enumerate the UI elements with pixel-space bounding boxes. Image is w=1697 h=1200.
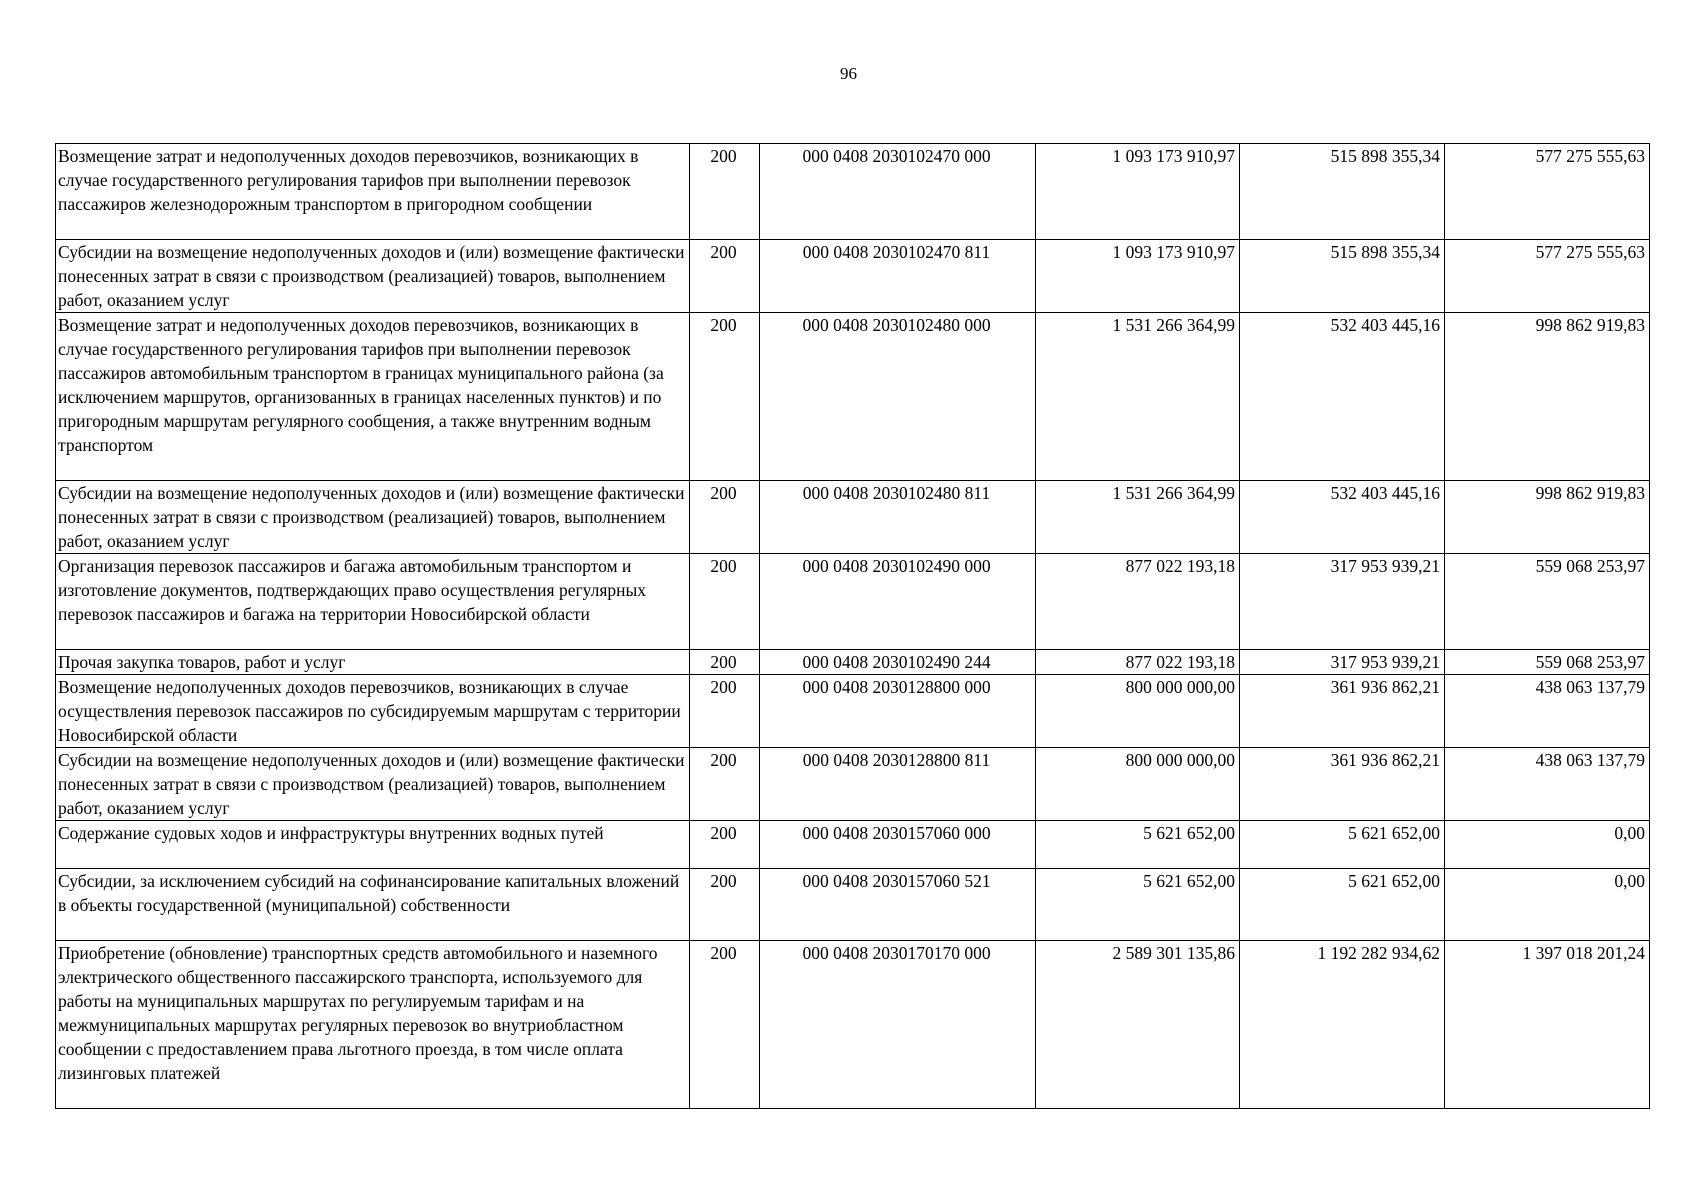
row-admin-code: 200 — [690, 313, 760, 481]
row-remaining-amount: 0,00 — [1445, 869, 1650, 941]
row-admin-code: 200 — [690, 650, 760, 675]
row-approved-amount: 1 093 173 910,97 — [1036, 144, 1240, 240]
page-number: 96 — [840, 64, 857, 83]
row-name: Прочая закупка товаров, работ и услуг — [56, 650, 690, 675]
table-row — [56, 941, 1650, 1109]
table-row — [56, 650, 1650, 675]
row-budget-code: 000 0408 2030157060 000 — [760, 821, 1036, 869]
row-executed-amount: 361 936 862,21 — [1240, 748, 1445, 821]
row-budget-code: 000 0408 2030102490 000 — [760, 554, 1036, 650]
row-remaining-amount: 438 063 137,79 — [1445, 748, 1650, 821]
row-approved-amount: 5 621 652,00 — [1036, 869, 1240, 941]
table-row — [56, 481, 1650, 554]
row-budget-code: 000 0408 2030157060 521 — [760, 869, 1036, 941]
row-executed-amount: 515 898 355,34 — [1240, 144, 1445, 240]
table-row — [56, 869, 1650, 941]
row-name: Субсидии, за исключением субсидий на софинансирование капитальных вложений в объекты государственной (муниципальной) собственности — [56, 869, 690, 941]
row-name: Субсидии на возмещение недополученных доходов и (или) возмещение фактически понесенных затрат в связи с производством (реализацией) товаров, выполнением работ, оказанием услуг — [56, 240, 690, 313]
row-executed-amount: 317 953 939,21 — [1240, 650, 1445, 675]
row-admin-code: 200 — [690, 941, 760, 1109]
row-executed-amount: 361 936 862,21 — [1240, 675, 1445, 748]
row-budget-code: 000 0408 2030102480 000 — [760, 313, 1036, 481]
row-name: Возмещение затрат и недополученных доходов перевозчиков, возникающих в случае государственного регулирования тарифов при выполнении перевозок пассажиров железнодорожным транспортом в пригородном сообщении — [56, 144, 690, 240]
row-budget-code: 000 0408 2030170170 000 — [760, 941, 1036, 1109]
row-approved-amount: 2 589 301 135,86 — [1036, 941, 1240, 1109]
row-executed-amount: 5 621 652,00 — [1240, 821, 1445, 869]
table-row — [56, 821, 1650, 869]
row-remaining-amount: 559 068 253,97 — [1445, 554, 1650, 650]
row-executed-amount: 5 621 652,00 — [1240, 869, 1445, 941]
row-admin-code: 200 — [690, 481, 760, 554]
table-row — [56, 748, 1650, 821]
row-admin-code: 200 — [690, 869, 760, 941]
row-remaining-amount: 577 275 555,63 — [1445, 144, 1650, 240]
row-approved-amount: 5 621 652,00 — [1036, 821, 1240, 869]
row-remaining-amount: 998 862 919,83 — [1445, 313, 1650, 481]
row-approved-amount: 800 000 000,00 — [1036, 748, 1240, 821]
row-approved-amount: 877 022 193,18 — [1036, 554, 1240, 650]
row-budget-code: 000 0408 2030128800 811 — [760, 748, 1036, 821]
row-name: Возмещение недополученных доходов перевозчиков, возникающих в случае осуществления перевозок пассажиров по субсидируемым маршрутам с территории Новосибирской области — [56, 675, 690, 748]
row-name: Приобретение (обновление) транспортных средств автомобильного и наземного электрического общественного пассажирского транспорта, используемого для работы на муниципальных маршрутах по регулируемым тарифам и на межмуниципальных маршрутах регулярных перевозок во внутриобластном сообщении с предоставлением права льготного проезда, в том числе оплата лизинговых платежей — [56, 941, 690, 1109]
row-admin-code: 200 — [690, 675, 760, 748]
row-admin-code: 200 — [690, 144, 760, 240]
row-name: Субсидии на возмещение недополученных доходов и (или) возмещение фактически понесенных затрат в связи с производством (реализацией) товаров, выполнением работ, оказанием услуг — [56, 481, 690, 554]
row-approved-amount: 1 531 266 364,99 — [1036, 313, 1240, 481]
row-budget-code: 000 0408 2030102470 000 — [760, 144, 1036, 240]
row-approved-amount: 877 022 193,18 — [1036, 650, 1240, 675]
table-row — [56, 313, 1650, 481]
row-name: Содержание судовых ходов и инфраструктуры внутренних водных путей — [56, 821, 690, 869]
row-approved-amount: 1 093 173 910,97 — [1036, 240, 1240, 313]
row-admin-code: 200 — [690, 240, 760, 313]
row-executed-amount: 532 403 445,16 — [1240, 481, 1445, 554]
row-budget-code: 000 0408 2030102470 811 — [760, 240, 1036, 313]
row-executed-amount: 532 403 445,16 — [1240, 313, 1445, 481]
row-remaining-amount: 998 862 919,83 — [1445, 481, 1650, 554]
row-remaining-amount: 1 397 018 201,24 — [1445, 941, 1650, 1109]
row-remaining-amount: 559 068 253,97 — [1445, 650, 1650, 675]
row-name: Субсидии на возмещение недополученных доходов и (или) возмещение фактически понесенных затрат в связи с производством (реализацией) товаров, выполнением работ, оказанием услуг — [56, 748, 690, 821]
row-admin-code: 200 — [690, 554, 760, 650]
row-admin-code: 200 — [690, 821, 760, 869]
row-remaining-amount: 438 063 137,79 — [1445, 675, 1650, 748]
row-budget-code: 000 0408 2030102480 811 — [760, 481, 1036, 554]
row-executed-amount: 1 192 282 934,62 — [1240, 941, 1445, 1109]
row-name: Организация перевозок пассажиров и багажа автомобильным транспортом и изготовление документов, подтверждающих право осуществления регулярных перевозок пассажиров и багажа на территории Новосибирской области — [56, 554, 690, 650]
table-row — [56, 144, 1650, 240]
row-approved-amount: 800 000 000,00 — [1036, 675, 1240, 748]
table-row — [56, 554, 1650, 650]
row-admin-code: 200 — [690, 748, 760, 821]
table-row — [56, 675, 1650, 748]
table-row — [56, 240, 1650, 313]
row-executed-amount: 317 953 939,21 — [1240, 554, 1445, 650]
row-remaining-amount: 577 275 555,63 — [1445, 240, 1650, 313]
row-executed-amount: 515 898 355,34 — [1240, 240, 1445, 313]
row-approved-amount: 1 531 266 364,99 — [1036, 481, 1240, 554]
row-name: Возмещение затрат и недополученных доходов перевозчиков, возникающих в случае государственного регулирования тарифов при выполнении перевозок пассажиров автомобильным транспортом в границах муниципального района (за исключением маршрутов, организованных в границах населенных пунктов) и по пригородным маршрутам регулярного сообщения, а также внутренним водным транспортом — [56, 313, 690, 481]
row-budget-code: 000 0408 2030102490 244 — [760, 650, 1036, 675]
row-remaining-amount: 0,00 — [1445, 821, 1650, 869]
row-budget-code: 000 0408 2030128800 000 — [760, 675, 1036, 748]
budget-execution-table — [55, 143, 1650, 1109]
